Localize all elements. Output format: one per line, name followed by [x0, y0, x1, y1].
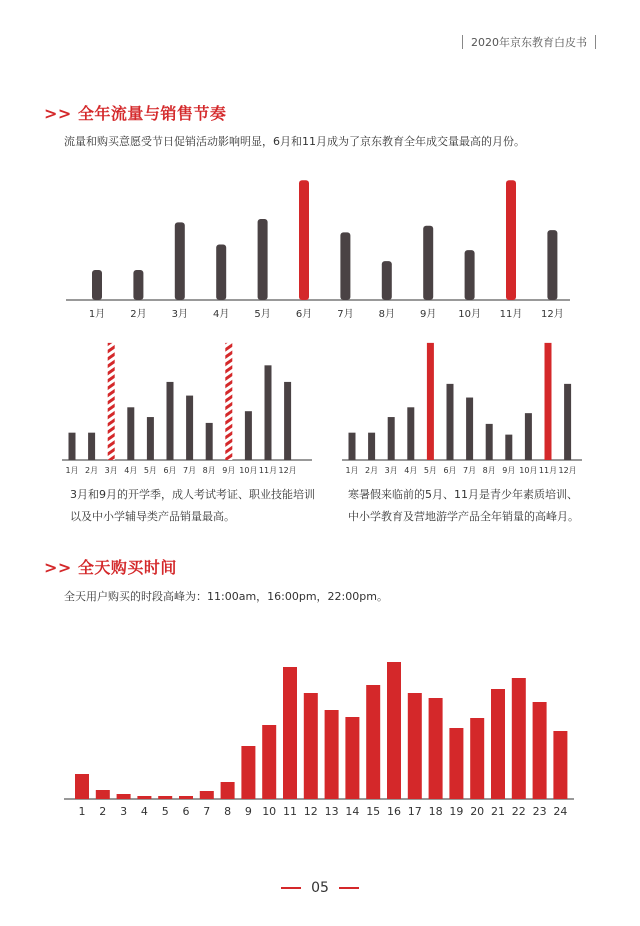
- left-caption-line-2: 以及中小学辅导类产品销量最高。: [70, 510, 235, 523]
- bar-12: [304, 693, 318, 799]
- tick-label-4: 4: [140, 805, 148, 818]
- bar-7: [340, 232, 350, 300]
- tick-label-4: 4月: [404, 466, 418, 475]
- bar-1: [75, 774, 89, 799]
- bar-9: [423, 226, 433, 300]
- tick-label-12: 12月: [541, 309, 564, 320]
- tick-label-8: 8月: [378, 309, 395, 320]
- tick-label-10: 10月: [458, 309, 481, 320]
- bar-13: [325, 710, 339, 799]
- tick-label-11: 11月: [538, 466, 558, 475]
- bar-11: [545, 343, 552, 460]
- section2-title-text: 全天购买时间: [77, 558, 177, 577]
- bar-7: [466, 398, 473, 460]
- page-header: [462, 34, 596, 50]
- bar-10: [262, 725, 276, 799]
- header-divider-right: [595, 35, 596, 49]
- bar-1: [92, 270, 102, 300]
- tick-label-12: 12月: [278, 466, 297, 475]
- page-footer: [0, 880, 640, 896]
- tick-label-3: 3: [120, 805, 128, 818]
- tick-label-11: 11: [283, 805, 297, 818]
- tick-label-9: 9: [244, 805, 252, 818]
- tick-label-8: 8月: [482, 466, 496, 475]
- tick-label-14: 14: [345, 805, 360, 818]
- tick-label-12: 12: [303, 805, 318, 818]
- tick-label-1: 1月: [88, 309, 106, 320]
- tick-label-4: 4月: [124, 466, 138, 475]
- bar-5: [427, 343, 434, 460]
- tick-label-9: 9月: [222, 466, 236, 475]
- bar-11: [283, 667, 297, 799]
- tick-label-2: 2月: [85, 466, 99, 475]
- bar-24: [553, 731, 567, 799]
- tick-label-8: 8月: [202, 466, 216, 475]
- tick-label-1: 1: [78, 805, 86, 818]
- tick-label-24: 24: [553, 805, 568, 818]
- bar-9: [505, 435, 512, 460]
- bar-10: [465, 250, 475, 300]
- tick-label-4: 4月: [213, 309, 230, 320]
- bar-18: [429, 698, 443, 799]
- tick-label-1: 1月: [65, 466, 79, 475]
- bar-6: [447, 384, 454, 460]
- header-title: 2020年京东教育白皮书: [471, 36, 587, 49]
- bar-14: [345, 717, 359, 799]
- chart-holiday-season: [0, 330, 640, 480]
- tick-label-6: 6月: [163, 466, 177, 475]
- bar-20: [470, 718, 484, 799]
- left-caption: [70, 484, 315, 528]
- bar-6: [179, 796, 193, 799]
- tick-label-1: 1月: [345, 466, 359, 475]
- tick-label-6: 6: [182, 805, 190, 818]
- tick-label-15: 15: [366, 805, 381, 818]
- footer-line-left: [281, 887, 301, 889]
- bar-7: [200, 791, 214, 799]
- bar-8: [221, 782, 235, 799]
- bar-5: [158, 796, 172, 799]
- bar-16: [387, 662, 401, 799]
- bar-12: [564, 384, 571, 460]
- bar-22: [512, 678, 526, 799]
- left-caption-line-1: 3月和9月的开学季，成人考试考证、职业技能培训: [70, 488, 315, 501]
- bar-23: [533, 702, 547, 799]
- tick-label-17: 17: [407, 805, 422, 818]
- tick-label-23: 23: [532, 805, 547, 818]
- tick-label-10: 10月: [239, 466, 258, 475]
- tick-label-5: 5月: [423, 466, 437, 475]
- page-number: 05: [311, 880, 329, 896]
- tick-label-19: 19: [449, 805, 464, 818]
- tick-label-2: 2: [99, 805, 107, 818]
- tick-label-7: 7月: [337, 309, 354, 320]
- section1-desc: 流量和购买意愿受节日促销活动影响明显，6月和11月成为了京东教育全年成交量最高的月份。: [64, 135, 525, 148]
- bar-5: [258, 219, 268, 300]
- section1-arrows-icon: >>: [44, 104, 72, 123]
- chart-hourly-purchases: [0, 640, 640, 840]
- section1-title-text: 全年流量与销售节奏: [77, 104, 227, 123]
- bar-21: [491, 689, 505, 799]
- section2-arrows-icon: >>: [44, 558, 72, 577]
- tick-label-5: 5月: [143, 466, 157, 475]
- bar-3: [388, 417, 395, 460]
- tick-label-10: 10月: [519, 466, 538, 475]
- tick-label-3: 3月: [104, 466, 118, 475]
- tick-label-9: 9月: [502, 466, 516, 475]
- bar-4: [216, 245, 226, 300]
- tick-label-6: 6月: [295, 309, 313, 320]
- bar-15: [366, 685, 380, 799]
- tick-label-16: 16: [387, 805, 401, 818]
- bar-8: [486, 424, 493, 460]
- bar-8: [382, 261, 392, 300]
- bar-3: [175, 222, 185, 300]
- tick-label-9: 9月: [420, 309, 437, 320]
- tick-label-8: 8: [224, 805, 232, 818]
- section1-title: [44, 101, 226, 124]
- tick-label-7: 7: [203, 805, 211, 818]
- tick-label-7: 7月: [463, 466, 477, 475]
- tick-label-3: 3月: [171, 309, 188, 320]
- tick-label-18: 18: [428, 805, 443, 818]
- tick-label-3: 3月: [384, 466, 398, 475]
- right-caption-line-1: 寒暑假来临前的5月、11月是青少年素质培训、: [348, 488, 578, 501]
- bar-9: [241, 746, 255, 799]
- tick-label-5: 5: [161, 805, 169, 818]
- bar-1: [349, 433, 356, 460]
- bar-2: [96, 790, 110, 799]
- tick-label-11: 11月: [258, 466, 278, 475]
- bar-2: [368, 433, 375, 460]
- bar-17: [408, 693, 422, 799]
- tick-label-6: 6月: [443, 466, 457, 475]
- tick-label-5: 5月: [254, 309, 271, 320]
- tick-label-2: 2月: [365, 466, 379, 475]
- bar-4: [407, 407, 414, 460]
- tick-label-20: 20: [470, 805, 485, 818]
- section2-title: [44, 555, 177, 578]
- tick-label-21: 21: [491, 805, 505, 818]
- tick-label-11: 11月: [499, 309, 523, 320]
- bar-19: [449, 728, 463, 799]
- bar-11: [506, 180, 516, 300]
- bar-12: [547, 230, 557, 300]
- bar-10: [525, 413, 532, 460]
- tick-label-12: 12月: [558, 466, 577, 475]
- bar-3: [117, 794, 131, 799]
- tick-label-22: 22: [511, 805, 526, 818]
- bar-4: [137, 796, 151, 799]
- tick-label-13: 13: [324, 805, 339, 818]
- header-divider-left: [462, 35, 463, 49]
- tick-label-2: 2月: [130, 309, 147, 320]
- bar-2: [133, 270, 143, 300]
- right-caption-line-2: 中小学教育及营地游学产品全年销量的高峰月。: [348, 510, 579, 523]
- right-caption: [348, 484, 579, 528]
- bar-6: [299, 180, 309, 300]
- tick-label-10: 10: [262, 805, 277, 818]
- section2-desc: 全天用户购买的时段高峰为：11:00am，16:00pm，22:00pm。: [64, 590, 388, 603]
- chart-annual-sales: [0, 165, 640, 325]
- footer-line-right: [339, 887, 359, 889]
- tick-label-7: 7月: [183, 466, 197, 475]
